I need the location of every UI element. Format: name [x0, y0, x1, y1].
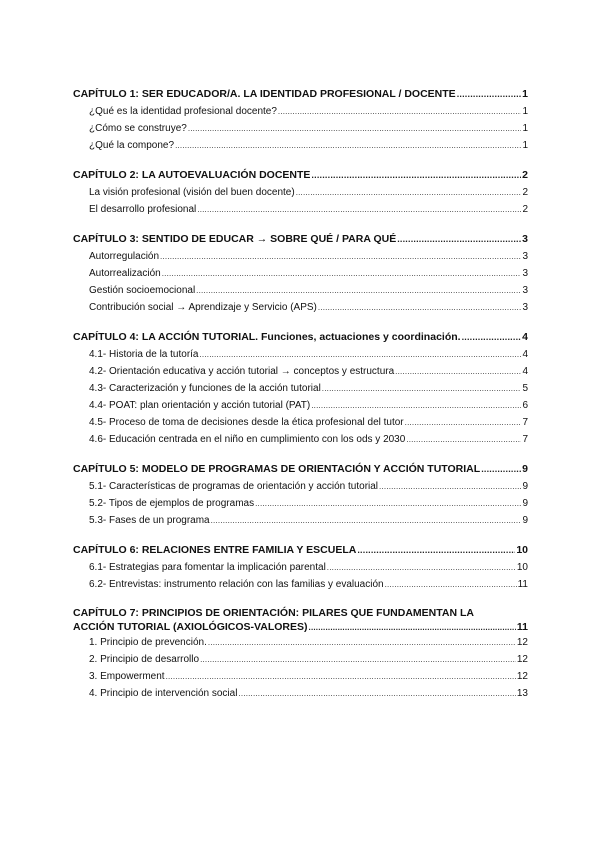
toc-dot-leader — [296, 184, 522, 201]
toc-page-number: 10 — [516, 544, 528, 556]
toc-chapter-title: CAPÍTULO 5: MODELO DE PROGRAMAS DE ORIENTACIÓN Y ACCIÓN TUTORIAL — [73, 463, 481, 475]
toc-item-title: 5.2- Tipos de ejemplos de programas — [89, 498, 255, 509]
toc-item-title: ¿Qué la compone? — [89, 140, 175, 151]
toc-item-title: 4.1- Historia de la tutoría — [89, 349, 199, 360]
toc-item-title: 3. Empowerment — [89, 671, 165, 682]
toc-dot-leader — [278, 103, 522, 120]
toc-dot-leader — [397, 231, 521, 248]
toc-chapter-7[interactable] — [73, 606, 528, 634]
toc-item[interactable] — [73, 282, 528, 299]
toc-item[interactable] — [73, 103, 528, 120]
toc-chapter-title: CAPÍTULO 1: SER EDUCADOR/A. LA IDENTIDAD PROFESIONAL / DOCENTE — [73, 88, 456, 100]
toc-dot-leader — [208, 634, 516, 651]
toc-page-number: 1 — [522, 106, 528, 117]
toc-dot-leader — [196, 282, 521, 299]
toc-chapter-6[interactable] — [73, 542, 528, 559]
section-gap — [73, 448, 528, 461]
toc-dot-leader — [322, 380, 522, 397]
toc-item[interactable] — [73, 120, 528, 137]
toc-dot-leader — [197, 201, 521, 218]
toc-item[interactable] — [73, 559, 528, 576]
toc-chapter-title-line-1: CAPÍTULO 7: PRINCIPIOS DE ORIENTACIÓN: PILARES QUE FUNDAMENTAN LA — [73, 607, 474, 619]
toc-item[interactable] — [73, 495, 528, 512]
toc-page-number: 3 — [522, 285, 528, 296]
toc-page-number: 1 — [522, 123, 528, 134]
toc-page-number: 2 — [522, 169, 528, 181]
toc-item-title: 5.1- Características de programas de orientación y acción tutorial — [89, 481, 379, 492]
toc-dot-leader — [238, 685, 515, 702]
toc-dot-leader — [462, 329, 522, 346]
toc-dot-leader — [255, 495, 521, 512]
toc-item[interactable] — [73, 685, 528, 702]
toc-page-number: 3 — [522, 302, 528, 313]
toc-item-title: Contribución social → Aprendizaje y Servicio (APS) — [89, 302, 317, 313]
toc-item-title: 2. Principio de desarrollo — [89, 654, 200, 665]
toc-item[interactable] — [73, 512, 528, 529]
toc-page-number: 2 — [522, 187, 528, 198]
toc-page-number: 4 — [522, 366, 528, 377]
toc-page-number: 4 — [522, 331, 528, 343]
toc-chapter-title: CAPÍTULO 6: RELACIONES ENTRE FAMILIA Y ESCUELA — [73, 544, 357, 556]
toc-item[interactable] — [73, 265, 528, 282]
section-gap — [73, 529, 528, 542]
toc-dot-leader — [457, 86, 521, 103]
toc-item-title: Gestión socioemocional — [89, 285, 196, 296]
toc-item[interactable] — [73, 576, 528, 593]
toc-dot-leader — [211, 512, 522, 529]
toc-item[interactable] — [73, 363, 528, 380]
toc-page-number: 9 — [522, 515, 528, 526]
toc-dot-leader — [175, 137, 521, 154]
toc-item-title: ¿Qué es la identidad profesional docente? — [89, 106, 277, 117]
section-gap — [73, 316, 528, 329]
toc-dot-leader — [405, 414, 522, 431]
toc-page-number: 12 — [516, 637, 528, 648]
toc-chapter-title: CAPÍTULO 3: SENTIDO DE EDUCAR → SOBRE QUÉ / PARA QUÉ — [73, 233, 397, 245]
toc-dot-leader — [385, 576, 517, 593]
toc-page-number: 2 — [522, 204, 528, 215]
toc-page-number: 7 — [522, 417, 528, 428]
toc-dot-leader — [311, 167, 521, 184]
toc-dot-leader — [200, 651, 516, 668]
toc-page-number: 4 — [522, 349, 528, 360]
toc-dot-leader — [406, 431, 521, 448]
toc-chapter-4[interactable] — [73, 329, 528, 346]
toc-item-title: 5.3- Fases de un programa — [89, 515, 210, 526]
toc-dot-leader — [188, 120, 522, 137]
table-of-contents — [73, 86, 528, 702]
toc-dot-leader — [357, 542, 515, 559]
toc-chapter-2[interactable] — [73, 167, 528, 184]
toc-item-title: La visión profesional (visión del buen docente) — [89, 187, 295, 198]
toc-page-number: 9 — [522, 463, 528, 475]
toc-chapter-title: CAPÍTULO 4: LA ACCIÓN TUTORIAL. Funciones, actuaciones y coordinación. — [73, 331, 461, 343]
toc-dot-leader — [309, 621, 516, 635]
toc-item-title: Autorregulación — [89, 251, 160, 262]
toc-page-number: 7 — [522, 434, 528, 445]
toc-item[interactable] — [73, 299, 528, 316]
section-gap — [73, 218, 528, 231]
toc-item[interactable] — [73, 634, 528, 651]
toc-item-title: 6.2- Entrevistas: instrumento relación con las familias y evaluación — [89, 579, 384, 590]
toc-page-number: 9 — [522, 481, 528, 492]
toc-item-title: 4.3- Caracterización y funciones de la acción tutorial — [89, 383, 321, 394]
toc-page-number: 11 — [517, 579, 528, 590]
toc-item[interactable] — [73, 431, 528, 448]
toc-dot-leader — [200, 346, 522, 363]
toc-dot-leader — [318, 299, 522, 316]
toc-item[interactable] — [73, 414, 528, 431]
toc-page-number: 1 — [522, 140, 528, 151]
toc-page-number: 12 — [516, 654, 528, 665]
toc-page-number: 10 — [516, 562, 528, 573]
toc-page-number: 6 — [522, 400, 528, 411]
section-gap — [73, 593, 528, 606]
toc-page-number: 5 — [522, 383, 528, 394]
toc-item[interactable] — [73, 137, 528, 154]
toc-item-title: El desarrollo profesional — [89, 204, 197, 215]
toc-dot-leader — [481, 461, 521, 478]
toc-page-number: 1 — [522, 88, 528, 100]
toc-item-title: 6.1- Estrategias para fomentar la implicación parental — [89, 562, 326, 573]
toc-page-number: 9 — [522, 498, 528, 509]
toc-page-number: 3 — [522, 268, 528, 279]
toc-item[interactable] — [73, 248, 528, 265]
toc-item[interactable] — [73, 184, 528, 201]
toc-page-number: 11 — [516, 621, 528, 633]
toc-page-number: 3 — [522, 251, 528, 262]
toc-item[interactable] — [73, 201, 528, 218]
toc-item-title: 4.2- Orientación educativa y acción tutorial → conceptos y estructura — [89, 366, 395, 377]
toc-dot-leader — [379, 478, 521, 495]
toc-item[interactable] — [73, 651, 528, 668]
toc-item[interactable] — [73, 668, 528, 685]
toc-dot-leader — [166, 668, 516, 685]
toc-chapter-title-line-2: ACCIÓN TUTORIAL (AXIOLÓGICOS-VALORES) — [73, 621, 308, 633]
toc-item-title: 1. Principio de prevención. — [89, 637, 207, 648]
toc-item-title: 4. Principio de intervención social — [89, 688, 238, 699]
toc-item[interactable] — [73, 346, 528, 363]
section-gap — [73, 154, 528, 167]
toc-item[interactable] — [73, 397, 528, 414]
toc-item-title: 4.6- Educación centrada en el niño en cumplimiento con los ods y 2030 — [89, 434, 406, 445]
toc-item[interactable] — [73, 478, 528, 495]
toc-chapter-title: CAPÍTULO 2: LA AUTOEVALUACIÓN DOCENTE — [73, 169, 311, 181]
toc-dot-leader — [160, 248, 521, 265]
toc-chapter-3[interactable] — [73, 231, 528, 248]
toc-item[interactable] — [73, 380, 528, 397]
toc-dot-leader — [395, 363, 521, 380]
toc-dot-leader — [162, 265, 522, 282]
toc-page-number: 3 — [522, 233, 528, 245]
toc-item-title: 4.4- POAT: plan orientación y acción tutorial (PAT) — [89, 400, 311, 411]
toc-dot-leader — [327, 559, 516, 576]
toc-item-title: 4.5- Proceso de toma de decisiones desde la ética profesional del tutor — [89, 417, 404, 428]
toc-dot-leader — [311, 397, 521, 414]
toc-page-number: 13 — [516, 688, 528, 699]
toc-chapter-1[interactable] — [73, 86, 528, 103]
toc-chapter-5[interactable] — [73, 461, 528, 478]
toc-item-title: Autorrealización — [89, 268, 161, 279]
toc-page-number: 12 — [516, 671, 528, 682]
toc-item-title: ¿Cómo se construye? — [89, 123, 187, 134]
